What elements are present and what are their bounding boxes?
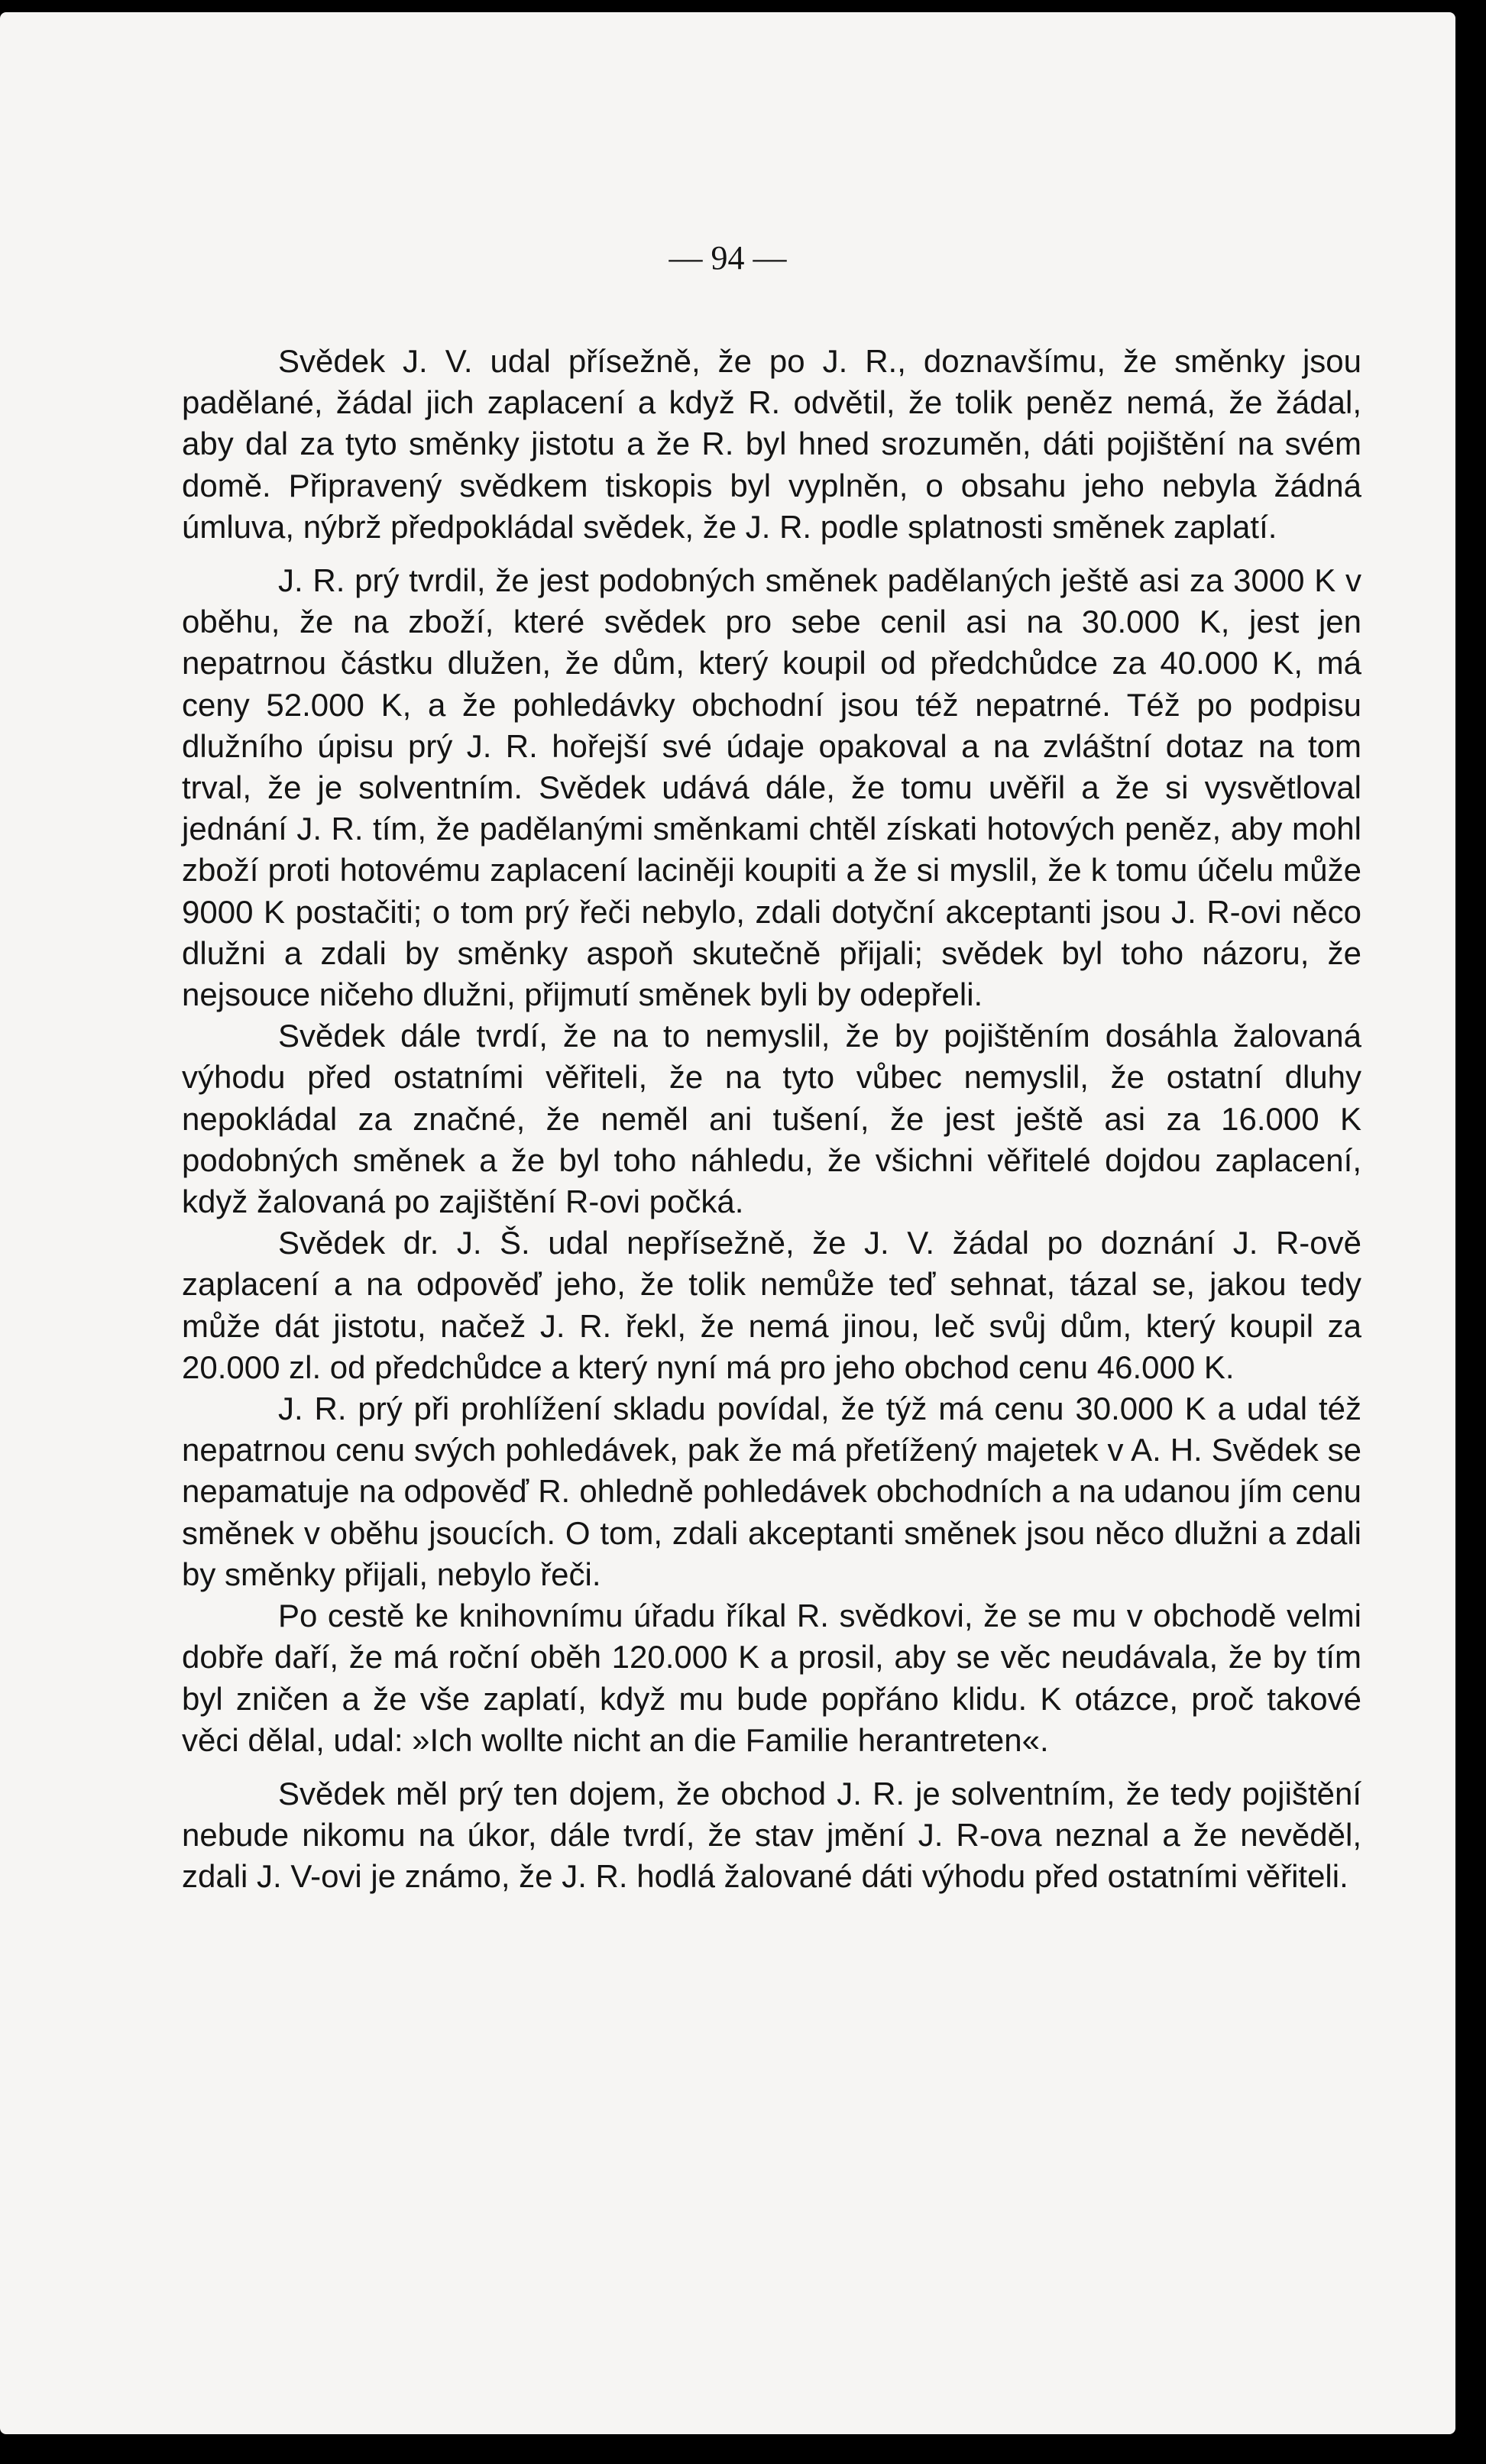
paragraph-6: Po cestě ke knihovnímu úřadu říkal R. svědkovi, že se mu v obchodě velmi dobře daří, že má roční oběh 120.000 K a prosil, aby se věc neudávala, že by tím byl zničen a že vše zaplatí, když mu bude popřáno klidu. K otázce, proč takové věci dělal, udal: »Ich wollte nicht an die Familie herantreten«. xyxy=(182,1598,1361,1758)
body-text xyxy=(182,341,1361,1898)
page-number: — 94 — xyxy=(669,239,787,277)
paragraph-4: Svědek dr. J. Š. udal nepřísežně, že J. V. žádal po doznání J. R-ově zaplacení a na odpověď jeho, že tolik nemůže teď sehnat, tázal se, jakou tedy může dát jistotu, načež J. R. řekl, že nemá jinou, leč svůj dům, který koupil za 20.000 zl. od předchůdce a který nyní má pro jeho obchod cenu 46.000 K. xyxy=(182,1225,1361,1385)
document-page xyxy=(0,12,1455,2434)
paragraph-3: Svědek dále tvrdí, že na to nemyslil, že by pojištěním dosáhla žalovaná výhodu před ostatními věřiteli, že na tyto vůbec nemyslil, že ostatní dluhy nepokládal za značné, že neměl ani tušení, že jest ještě asi za 16.000 K podobných směnek a že byl toho náhledu, že všichni věřitelé dojdou zaplacení, když žalovaná po zajištění R-ovi počká. xyxy=(182,1018,1361,1220)
paragraph-7: Svědek měl prý ten dojem, že obchod J. R. je solventním, že tedy pojištění nebude nikomu na úkor, dále tvrdí, že stav jmění J. R-ova neznal a že nevěděl, zdali J. V-ovi je známo, že J. R. hodlá žalované dáti výhodu před ostatními věřiteli. xyxy=(182,1775,1361,1895)
paragraph-1: Svědek J. V. udal přísežně, že po J. R., doznavšímu, že směnky jsou padělané, žádal jich zaplacení a když R. odvětil, že tolik peněz nemá, že žádal, aby dal za tyto směnky jistotu a že R. byl hned srozuměn, dáti pojištění na svém domě. Připravený svědkem tiskopis byl vyplněn, o obsahu jeho nebyla žádná úmluva, nýbrž předpokládal svědek, že J. R. podle splatnosti směnek zaplatí. xyxy=(182,343,1361,545)
paragraph-5: J. R. prý při prohlížení skladu povídal, že týž má cenu 30.000 K a udal též nepatrnou cenu svých pohledávek, pak že má přetížený majetek v A. H. Svědek se nepamatuje na odpověď R. ohledně pohledávek obchodních a na udanou jím cenu směnek v oběhu jsoucích. O tom, zdali akceptanti směnek jsou něco dlužni a zdali by směnky přijali, nebylo řeči. xyxy=(182,1391,1361,1592)
paragraph-2: J. R. prý tvrdil, že jest podobných směnek padělaných ještě asi za 3000 K v oběhu, že na zboží, které svědek pro sebe cenil asi na 30.000 K, jest jen nepatrnou částku dlužen, že dům, který koupil od předchůdce za 40.000 K, má ceny 52.000 K, a že pohledávky obchodní jsou též nepatrné. Též po podpisu dlužního úpisu prý J. R. hořejší své údaje opakoval a na zvláštní dotaz na tom trval, že je solventním. Svědek udává dále, že tomu uvěřil a že si vysvětloval jednání J. R. tím, že padělanými směnkami chtěl získati hotových peněz, aby mohl zboží proti hotovému zaplacení laciněji koupiti a že si myslil, že k tomu účelu může 9000 K postačiti; o tom prý řeči nebylo, zdali dotyční akceptanti jsou J. R-ovi něco dlužni a zdali by směnky aspoň skutečně přijali; svědek byl toho názoru, že nejsouce ničeho dlužni, přijmutí směnek byli by odepřeli. xyxy=(182,562,1361,1013)
